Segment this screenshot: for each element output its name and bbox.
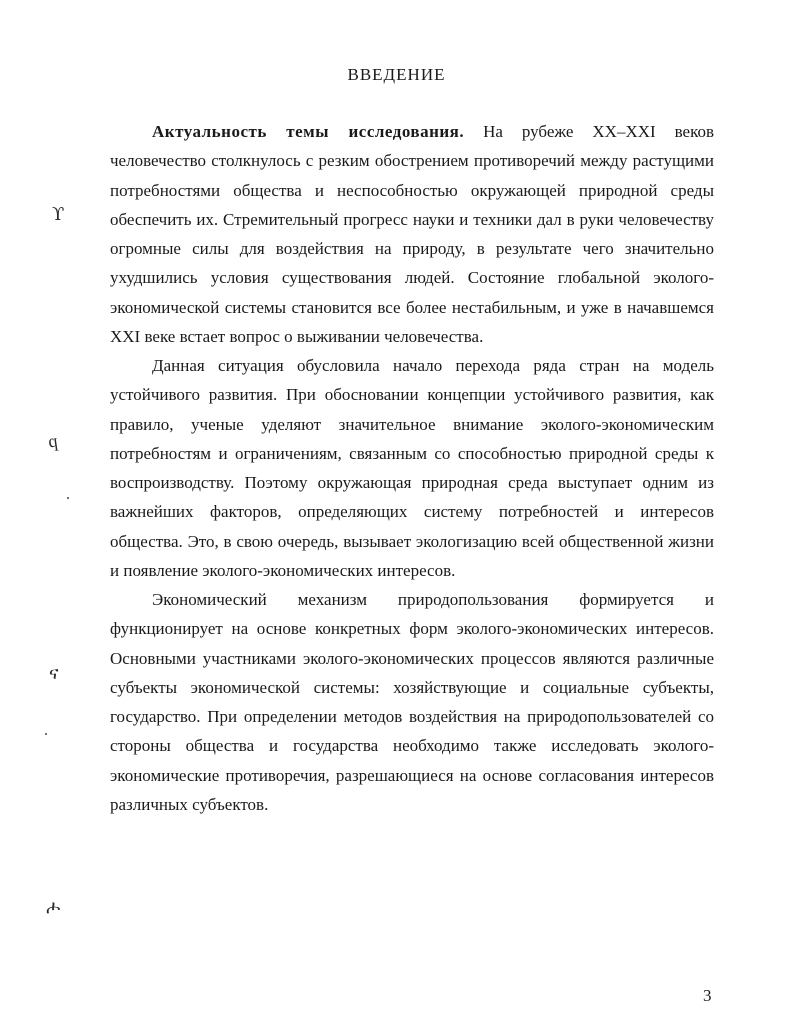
scan-speck — [45, 733, 47, 735]
paragraph-relevance — [110, 117, 714, 351]
handwritten-margin-mark: ϥ — [47, 434, 60, 457]
handwritten-margin-mark: ና — [49, 663, 59, 684]
page-title: ВВЕДЕНИЕ — [347, 65, 446, 84]
page-number: 3 — [703, 986, 712, 1005]
paragraph-sustainable-development: Данная ситуация обусловила начало перехода ряда стран на модель устойчивого развития. При обосновании концепции устойчивого развития, как правило, ученые уделяют значительное внимание эколого-экономическим потребностям и ограничениям, связанным со способностью природной среды к воспроизводству. Поэтому окружающая природная среда выступает одним из важнейших факторов, определяющих систему потребностей и интересов общества. Это, в свою очередь, вызывает экологизацию всей общественной жизни и появление эколого-экономических интересов. — [110, 356, 714, 580]
paragraph-economic-mechanism: Экономический механизм природопользования формируется и функционирует на основе конкретных форм эколого-экономических интересов. Основными участниками эколого-экономических процессов являются различные субъекты экономической системы: хозяйствующие и социальные субъекты, государство. При определении методов воздействия на природопользователей со стороны общества и государства необходимо также исследовать эколого-экономические противоречия, разрешающиеся на основе согласования интересов различных субъектов. — [110, 590, 714, 814]
handwritten-margin-mark: ϒ — [52, 204, 65, 225]
paragraph-text: На рубеже XX–XXI веков человечество столкнулось с резким обострением противоречий между растущими потребностями общества и неспособностью окружающей природной среды обеспечить их. Стремительный прогресс науки и техники дал в руки человечеству огромные силы для воздействия на природу, в результате чего значительно ухудшились условия существования людей. Состояние глобальной эколого-экономической системы становится все более нестабильным, и уже в начавшемся XXI веке встает вопрос о выживании человечества. — [110, 122, 715, 346]
handwritten-margin-mark: ሖ — [45, 896, 61, 919]
scan-speck — [67, 497, 69, 499]
body-text — [110, 117, 714, 819]
paragraph-lead: Актуальность темы исследования. — [152, 122, 465, 141]
